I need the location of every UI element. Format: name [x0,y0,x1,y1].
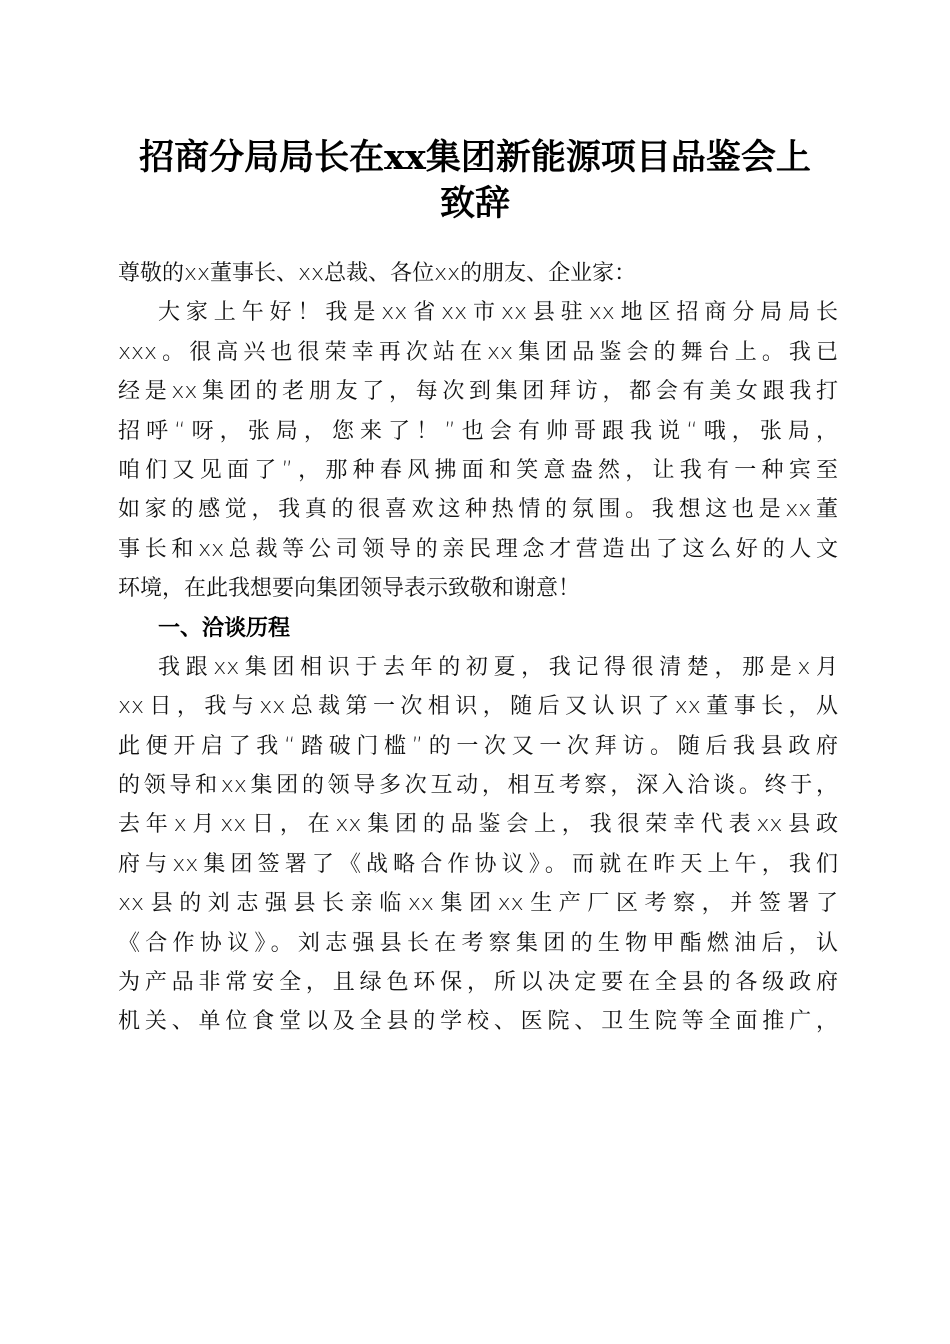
document-title [100,135,850,227]
paragraph-line: xx县的刘志强县长亲临xx集团xx生产厂区考察，并签署了 [118,891,838,917]
paragraph-line: 如家的感觉，我真的很喜欢这种热情的氛围。我想这也是xx董 [118,497,838,523]
paragraph-negotiation-history [118,648,838,1042]
paragraph-line: xx日，我与xx总裁第一次相识，随后又认识了xx董事长，从 [118,694,838,720]
paragraph-line: 机关、单位食堂以及全县的学校、医院、卫生院等全面推广， [118,1009,838,1035]
paragraph-line: 府与xx集团签署了《战略合作协议》。而就在昨天上午，我们 [118,851,838,877]
paragraph-line: 咱们又见面了”，那种春风拂面和笑意盎然，让我有一种宾至 [118,457,838,483]
paragraph-line: 事长和xx总裁等公司领导的亲民理念才营造出了这么好的人文 [118,536,838,562]
paragraph-line: 为产品非常安全，且绿色环保，所以决定要在全县的各级政府 [118,970,838,996]
paragraph-line: 此便开启了我“踏破门槛”的一次又一次拜访。随后我县政府 [118,733,838,759]
paragraph-line: 去年x月xx日，在xx集团的品鉴会上，我很荣幸代表xx县政 [118,812,838,838]
salutation: 尊敬的xx董事长、xx总裁、各位xx的朋友、企业家： [118,261,637,286]
title-line-1: 招商分局局长在xx集团新能源项目品鉴会上 [139,137,811,178]
title-line-2: 致辞 [439,183,510,224]
paragraph-line: 环境，在此我想要向集团领导表示致敬和谢意！ [118,576,581,602]
document-body [118,254,838,1042]
paragraph-line: 招呼“呀，张局，您来了！”也会有帅哥跟我说“哦，张局， [118,418,838,444]
paragraph-line: xxx。很高兴也很荣幸再次站在xx集团品鉴会的舞台上。我已 [118,339,838,365]
paragraph-line: 经是xx集团的老朋友了，每次到集团拜访，都会有美女跟我打 [118,379,838,405]
section-heading: 一、洽谈历程 [158,615,291,641]
paragraph-line: 《合作协议》。刘志强县长在考察集团的生物甲酯燃油后，认 [118,930,838,956]
paragraph-line: 大家上午好！我是xx省xx市xx县驻xx地区招商分局局长 [158,300,838,326]
paragraph-line: 我跟xx集团相识于去年的初夏，我记得很清楚，那是x月 [158,654,838,680]
paragraph-line: 的领导和xx集团的领导多次互动，相互考察，深入洽谈。终于， [118,773,838,799]
paragraph-greeting [118,293,838,608]
